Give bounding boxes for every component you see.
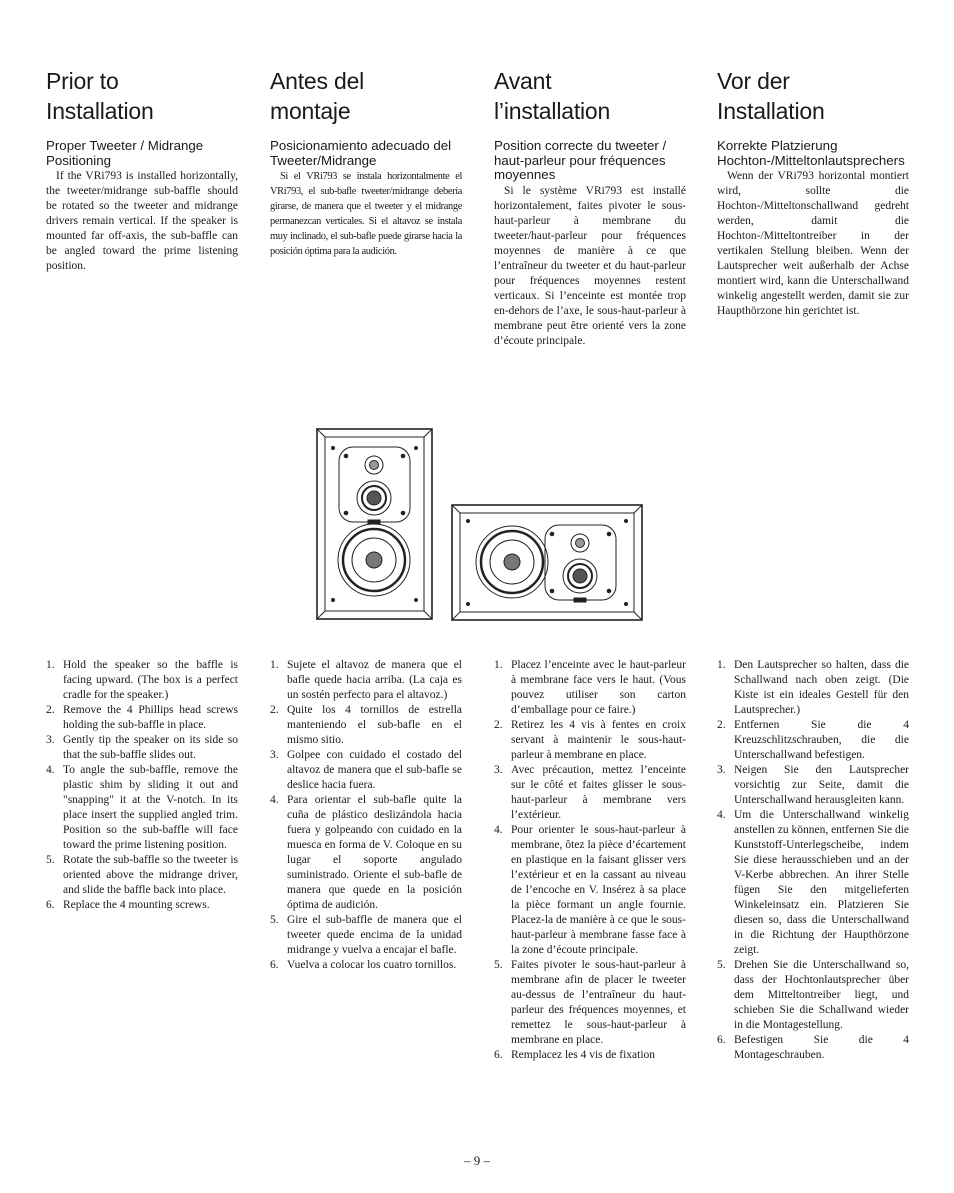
list-item bbox=[717, 718, 909, 763]
list-item bbox=[717, 808, 909, 958]
list-item bbox=[494, 763, 686, 823]
section-subtitle: Proper Tweeter / Midrange Positioning bbox=[46, 138, 204, 168]
list-item bbox=[46, 733, 238, 763]
step-text: Quite los 4 tornillos de estrella manteniendo el sub-bafle en el mismo sitio. bbox=[287, 704, 462, 746]
section-title: Prior to Installation bbox=[46, 68, 154, 124]
step-text: Gire el sub-baffle de manera que el tweeter quede encima de la unidad midrange y vuelva a encajar el bafle. bbox=[287, 914, 462, 956]
section-subtitle: Korrekte Platzierung Hochton-/Mitteltonlautsprechers bbox=[717, 138, 905, 168]
step-number: 2. bbox=[270, 704, 279, 716]
step-text: Replace the 4 mounting screws. bbox=[63, 899, 210, 911]
step-text: Remove the 4 Phillips head screws holding the sub-baffle in place. bbox=[63, 704, 238, 731]
list-item bbox=[46, 898, 238, 913]
step-text: Faites pivoter le sous-haut-parleur à membrane afin de placer le tweeter au-dessus de l’entraîneur du haut-parleur des fréquences moyennes, et remettez le sous-haut-parleur à membrane en place. bbox=[511, 959, 686, 1046]
list-item bbox=[46, 853, 238, 898]
step-number: 6. bbox=[717, 1034, 726, 1046]
list-item bbox=[270, 958, 462, 973]
step-number: 3. bbox=[494, 764, 503, 776]
list-item bbox=[270, 703, 462, 748]
section-title: Antes del montaje bbox=[270, 68, 365, 124]
step-number: 3. bbox=[270, 749, 279, 761]
list-item bbox=[717, 958, 909, 1033]
step-text: To angle the sub-baffle, remove the plastic shim by sliding it out and "snapping" it at the V-notch. In its place insert the supplied angled trim. Position so the sub-baffle will face toward the prime listening position. bbox=[63, 764, 238, 851]
list-item bbox=[494, 658, 686, 718]
step-text: Entfernen Sie die 4 Kreuzschlitzschrauben, die die Unterschallwand befestigen. bbox=[734, 719, 909, 761]
steps-german bbox=[717, 658, 909, 1063]
step-number: 1. bbox=[717, 659, 726, 671]
section-subtitle: Posicionamiento adecuado del Tweeter/Midrange bbox=[270, 138, 452, 168]
vertical-speaker-drawing bbox=[317, 429, 432, 619]
page-number: – 9 – bbox=[464, 1153, 490, 1168]
step-text: Gently tip the speaker on its side so that the sub-baffle slides out. bbox=[63, 734, 238, 761]
step-number: 6. bbox=[46, 899, 55, 911]
list-item bbox=[46, 703, 238, 733]
step-text: Placez l’enceinte avec le haut-parleur à membrane face vers le haut. (Vous pouvez utiliser son carton d’emballage pour ce faire.) bbox=[511, 659, 686, 716]
step-number: 5. bbox=[270, 914, 279, 926]
list-item bbox=[494, 718, 686, 763]
step-text: Vuelva a colocar los cuatro tornillos. bbox=[287, 959, 457, 971]
column-english bbox=[46, 66, 238, 274]
step-text: Sujete el altavoz de manera que el bafle quede hacia arriba. (La caja es un sostén perfecto para el altavoz.) bbox=[287, 659, 462, 701]
column-german bbox=[717, 66, 909, 319]
step-number: 6. bbox=[270, 959, 279, 971]
step-number: 2. bbox=[46, 704, 55, 716]
list-item bbox=[270, 913, 462, 958]
section-title: Avant l’installation bbox=[494, 68, 611, 124]
step-number: 3. bbox=[717, 764, 726, 776]
step-number: 2. bbox=[494, 719, 503, 731]
step-number: 4. bbox=[46, 764, 55, 776]
step-text: Remplacez les 4 vis de fixation bbox=[511, 1049, 656, 1061]
step-number: 1. bbox=[494, 659, 503, 671]
step-text: Golpee con cuidado el costado del altavoz de manera que el sub-bafle se deslice hacia fuera. bbox=[287, 749, 462, 791]
step-text: Pour orienter le sous-haut-parleur à membrane, ôtez la pièce d’écartement en plastique en la faisant glisser vers l’extérieur et en la cassant au niveau de l’encoche en V. Insérez à sa place la pièce formant un angle fournie. Placez-la de manière à ce que le sous-haut-parleur à membrane fasse face à la zone d’écoute principale. bbox=[511, 824, 686, 956]
step-number: 4. bbox=[270, 794, 279, 806]
list-item bbox=[494, 958, 686, 1048]
step-text: Hold the speaker so the baffle is facing upward. (The box is a perfect cradle for the speaker.) bbox=[63, 659, 238, 701]
step-number: 3. bbox=[46, 734, 55, 746]
list-item bbox=[270, 748, 462, 793]
step-number: 1. bbox=[46, 659, 55, 671]
step-text: Retirez les 4 vis à fentes en croix servant à maintenir le sous-haut-parleur à membrane en place. bbox=[511, 719, 686, 761]
step-number: 1. bbox=[270, 659, 279, 671]
step-text: Befestigen Sie die 4 Montageschrauben. bbox=[734, 1034, 909, 1061]
intro-paragraph: Si le système VRi793 est installé horizontalement, faites pivoter le sous-haut-parleur à membrane du tweeter/haut-parleur pour fréquences moyennes de manière à ce que l’entraîneur du tweeter et du haut-parleur pour fréquences moyennes restent verticaux. Si l’enceinte est montée trop en-dehors de l’axe, le sous-haut-parleur à membrane peut être orienté vers la zone d’écoute principale. bbox=[494, 184, 686, 347]
intro-paragraph: Wenn der VRi793 horizontal montiert wird, sollte die Hochton-/Mitteltonschallwand gedreht werden, damit die Hochton-/Mitteltontreiber in der vertikalen Stellung bleiben. Wenn der Lautsprecher weit außerhalb der Achse montiert wird, kann die Unterschallwand winkelig angestellt werden, damit sie zur Haupthörzone hin gerichtet ist. bbox=[717, 170, 909, 317]
steps-english bbox=[46, 658, 238, 913]
list-item bbox=[717, 1033, 909, 1063]
column-spanish bbox=[270, 66, 462, 259]
intro-paragraph: Si el VRi793 se instala horizontalmente el VRi793, el sub-bafle tweeter/midrange debería girarse, de manera que el tweeter y el midrange permanezcan verticales. Si el altavoz se instala muy inclinado, el sub-bafle puede girarse hacia la posición óptima para la audición. bbox=[270, 171, 462, 257]
steps-spanish bbox=[270, 658, 462, 973]
list-item bbox=[270, 658, 462, 703]
step-text: Rotate the sub-baffle so the tweeter is oriented above the midrange driver, and slide the baffle back into place. bbox=[63, 854, 238, 896]
step-number: 5. bbox=[717, 959, 726, 971]
step-text: Um die Unterschallwand winkelig anstellen zu können, entfernen Sie die Kunststoff-Unterlegscheibe, indem Sie diese herausschieben und an der V-Kerbe abbrechen. An ihrer Stelle fügen Sie den mitgelieferten Winkeleinsatz ein. Platzieren Sie diesen so, dass die Unterschallwand in die Richtung der Haupthörzone zeigt. bbox=[734, 809, 909, 956]
section-title: Vor der Installation bbox=[717, 68, 825, 124]
step-number: 2. bbox=[717, 719, 726, 731]
column-french bbox=[494, 66, 686, 349]
step-text: Avec précaution, mettez l’enceinte sur le côté et faites glisser le sous-haut-parleur à membrane vers l’extérieur. bbox=[511, 764, 686, 821]
step-text: Den Lautsprecher so halten, dass die Schallwand nach oben zeigt. (Die Kiste ist ein ideales Gestell für den Lautsprecher.) bbox=[734, 659, 909, 716]
list-item bbox=[717, 658, 909, 718]
step-text: Para orientar el sub-bafle quite la cuña de plástico deslizándola hacia fuera y golpeando con cuidado en la muesca en forma de V. Coloque en su lugar el soporte angulado suministrado. Oriente el sub-bafle de manera que quede en la posición óptima de audición. bbox=[287, 794, 462, 911]
list-item bbox=[46, 763, 238, 853]
speaker-illustration bbox=[316, 428, 658, 626]
step-number: 4. bbox=[494, 824, 503, 836]
step-text: Drehen Sie die Unterschallwand so, dass der Hochtonlautsprecher über dem Mitteltontreiber liegt, und schieben Sie die Schallwand wieder in die Montagestellung. bbox=[734, 959, 909, 1031]
step-number: 5. bbox=[46, 854, 55, 866]
list-item bbox=[494, 1048, 686, 1063]
steps-french bbox=[494, 658, 686, 1063]
intro-paragraph: If the VRi793 is installed horizontally, the tweeter/midrange sub-baffle should be rotated so the tweeter and midrange drivers remain vertical. If the speaker is mounted far off-axis, the sub-baffle can be angled toward the prime listening position. bbox=[46, 170, 238, 272]
list-item bbox=[270, 793, 462, 913]
list-item bbox=[494, 823, 686, 958]
step-text: Neigen Sie den Lautsprecher vorsichtig zur Seite, damit die Unterschallwand herausgleiten kann. bbox=[734, 764, 909, 806]
list-item bbox=[717, 763, 909, 808]
section-subtitle: Position correcte du tweeter / haut-parleur pour fréquences moyennes bbox=[494, 138, 667, 182]
step-number: 5. bbox=[494, 959, 503, 971]
step-number: 6. bbox=[494, 1049, 503, 1061]
horizontal-speaker-drawing bbox=[452, 505, 642, 620]
step-number: 4. bbox=[717, 809, 726, 821]
list-item bbox=[46, 658, 238, 703]
